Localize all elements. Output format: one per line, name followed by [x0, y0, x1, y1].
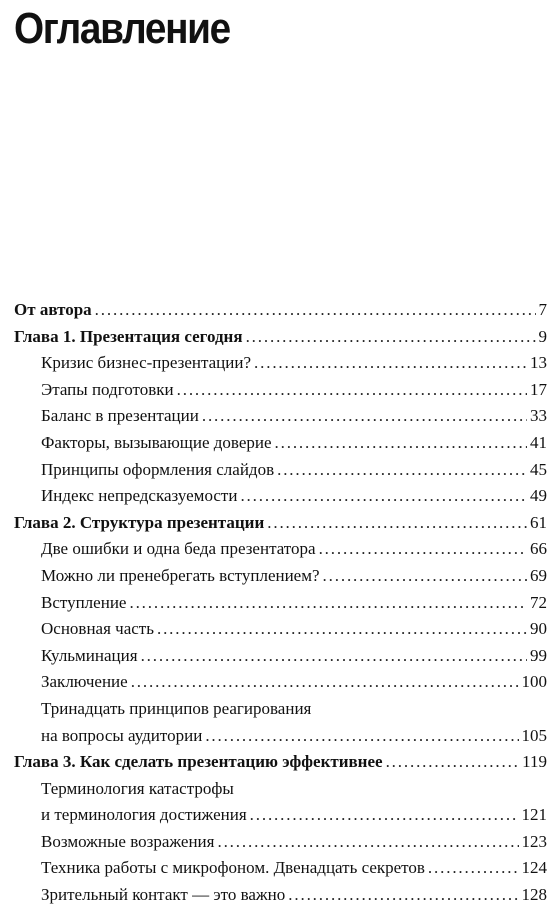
toc-entry-page: 66: [530, 539, 547, 559]
toc-entry[interactable]: [0, 483, 560, 510]
toc-entry[interactable]: [0, 855, 560, 882]
toc-entry[interactable]: [0, 590, 560, 617]
toc-entry-title: на вопросы аудитории: [41, 725, 203, 745]
toc-entry-title: Техника работы с микрофоном. Двенадцать секретов: [41, 858, 425, 878]
toc-entry-page: 90: [530, 619, 547, 639]
dot-leader: [323, 563, 527, 590]
toc-entry-page: 99: [530, 645, 547, 665]
toc-entry-title: Кульминация: [41, 645, 138, 665]
toc-entry[interactable]: [0, 669, 560, 696]
toc-entry-title: Две ошибки и одна беда презентатора: [41, 539, 316, 559]
toc-entry[interactable]: [0, 563, 560, 590]
toc-entry[interactable]: [0, 829, 560, 856]
dot-leader: [250, 802, 519, 829]
toc-entry-title: Этапы подготовки: [41, 379, 174, 399]
toc-entry-page: 45: [530, 459, 547, 479]
toc-entry-continuation[interactable]: [0, 802, 560, 829]
toc-entry[interactable]: [0, 457, 560, 484]
toc-entry-page: 33: [530, 406, 547, 426]
toc-chapter[interactable]: [0, 749, 560, 776]
dot-leader: [217, 829, 518, 856]
toc-entry-title: От автора: [14, 300, 92, 319]
toc-entry-page: 13: [530, 353, 547, 373]
dot-leader: [205, 723, 518, 750]
toc-entry-title: Зрительный контакт — это важно: [41, 885, 286, 905]
toc-entry-title: Терминология катастрофы: [41, 778, 234, 798]
table-of-contents: [0, 297, 560, 909]
dot-leader: [267, 510, 527, 537]
dot-leader: [428, 855, 519, 882]
toc-entry-page: 105: [521, 725, 547, 745]
toc-entry-title: Кризис бизнес-презентации?: [41, 353, 252, 373]
dot-leader: [386, 749, 520, 776]
dot-leader: [254, 350, 527, 377]
dot-leader: [129, 590, 527, 617]
toc-entry-page: 119: [522, 752, 547, 772]
dot-leader: [277, 457, 527, 484]
dot-leader: [240, 483, 527, 510]
toc-entry-page: 128: [521, 885, 547, 905]
toc-entry-page: 124: [521, 858, 547, 878]
toc-entry-title: Принципы оформления слайдов: [41, 459, 275, 479]
toc-entry-page: 72: [530, 592, 547, 612]
toc-entry-title: Баланс в презентации: [41, 406, 199, 426]
toc-entry-page: 41: [530, 432, 547, 452]
toc-entry-page: 100: [521, 672, 547, 692]
toc-entry-page: 123: [521, 831, 547, 851]
toc-chapter[interactable]: [0, 324, 560, 351]
toc-entry-page: 17: [530, 379, 547, 399]
toc-entry-title: Заключение: [41, 672, 128, 692]
toc-entry[interactable]: [0, 350, 560, 377]
toc-entry-title: Основная часть: [41, 619, 154, 639]
dot-leader: [95, 297, 536, 324]
toc-entry-title: Тринадцать принципов реагирования: [41, 698, 312, 718]
toc-entry-page: 7: [538, 300, 547, 319]
dot-leader: [319, 536, 527, 563]
toc-entry[interactable]: [0, 536, 560, 563]
toc-entry-title: Факторы, вызывающие доверие: [41, 432, 272, 452]
dot-leader: [141, 643, 527, 670]
dot-leader: [157, 616, 527, 643]
toc-entry[interactable]: [0, 377, 560, 404]
dot-leader: [288, 882, 518, 909]
toc-entry[interactable]: [0, 776, 560, 803]
toc-entry[interactable]: [0, 403, 560, 430]
toc-entry[interactable]: [0, 643, 560, 670]
toc-entry-title: Глава 2. Структура презентации: [14, 512, 265, 532]
toc-entry-title: Можно ли пренебрегать вступлением?: [41, 565, 320, 585]
toc-entry-page: 9: [538, 326, 547, 346]
toc-entry[interactable]: [0, 616, 560, 643]
toc-entry-title: Глава 3. Как сделать презентацию эффективнее: [14, 752, 383, 772]
dot-leader: [246, 324, 536, 351]
toc-entry-title: Возможные возражения: [41, 831, 215, 851]
toc-entry[interactable]: [0, 297, 560, 324]
toc-chapter[interactable]: [0, 510, 560, 537]
toc-entry-title: Вступление: [41, 592, 127, 612]
toc-entry[interactable]: [0, 430, 560, 457]
toc-entry-title: Глава 1. Презентация сегодня: [14, 326, 243, 346]
dot-leader: [275, 430, 527, 457]
toc-entry[interactable]: [0, 882, 560, 909]
toc-entry-page: 49: [530, 486, 547, 506]
toc-entry-title: и терминология достижения: [41, 805, 247, 825]
dot-leader: [177, 377, 527, 404]
toc-entry-title: Индекс непредсказуемости: [41, 486, 238, 506]
toc-entry-page: 121: [521, 805, 547, 825]
page-title: Оглавление: [14, 4, 230, 53]
dot-leader: [202, 403, 527, 430]
toc-entry-continuation[interactable]: [0, 723, 560, 750]
toc-entry-page: 69: [530, 565, 547, 585]
dot-leader: [131, 669, 519, 696]
toc-entry-page: 61: [530, 512, 547, 532]
toc-entry[interactable]: [0, 696, 560, 723]
